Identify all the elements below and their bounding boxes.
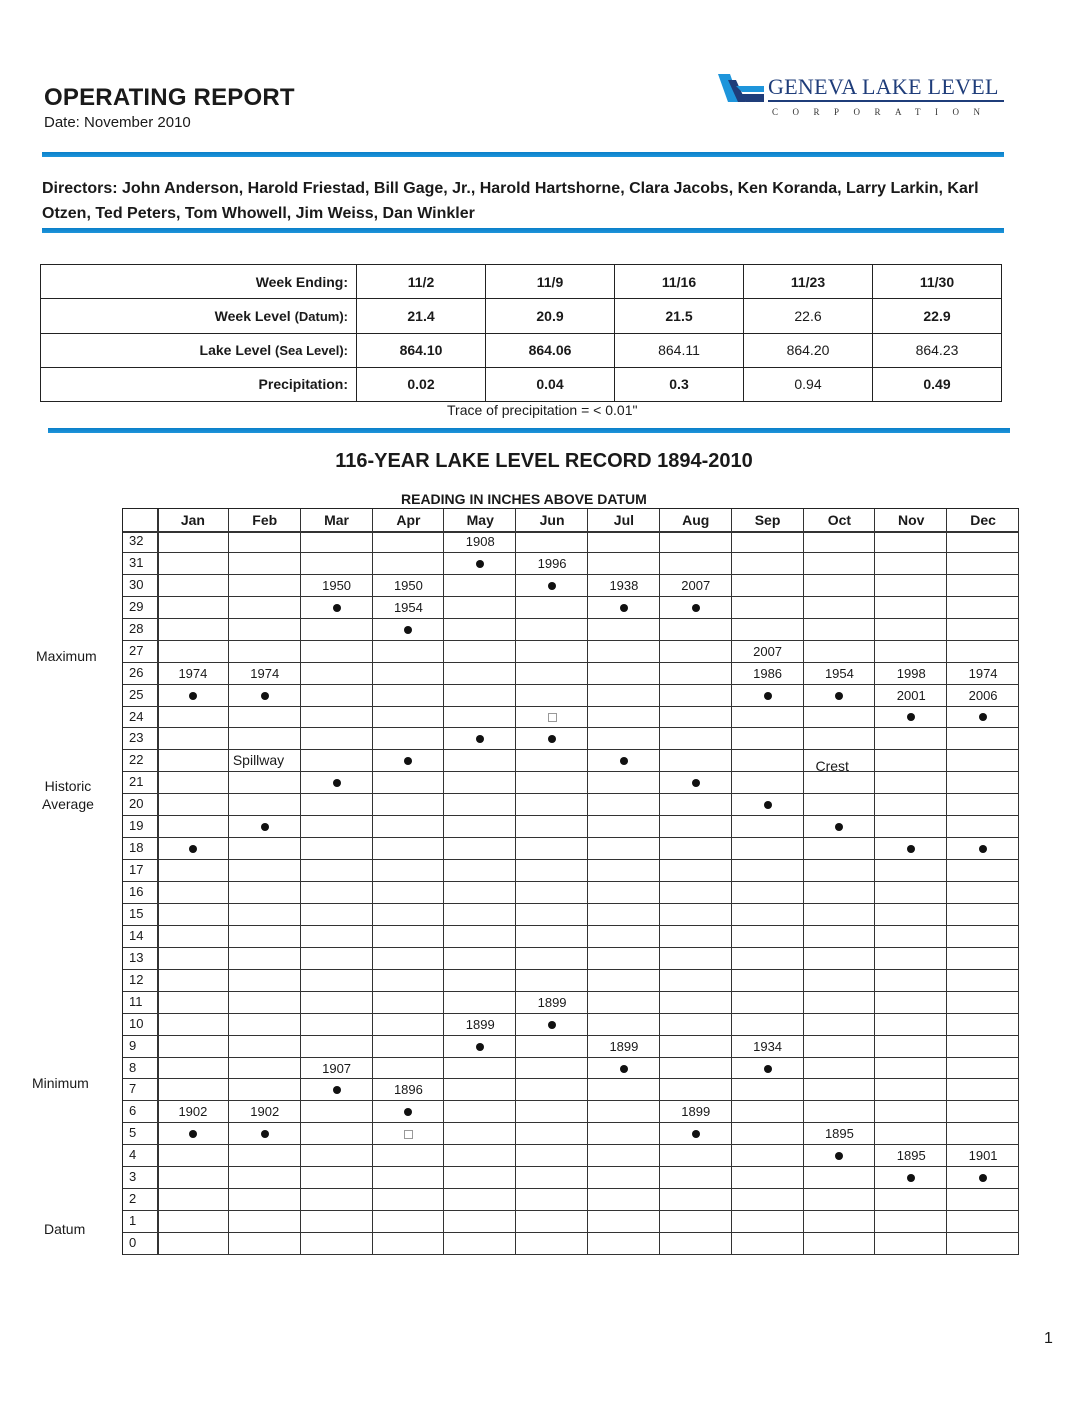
precip-cell: 0.02 [357,367,486,401]
grid-hline [123,1035,1019,1036]
max-year-label: 1908 [465,534,495,549]
hollow-marker [548,713,557,722]
weekly-table [40,264,1002,402]
logo-name: GENEVA LAKE LEVEL [768,74,999,99]
max-year-label: 1996 [537,555,567,571]
grid-hline [123,1166,1019,1167]
month-header: Apr [396,512,421,528]
grid-hline [123,1188,1019,1189]
max-level-dot [548,582,556,590]
min-year-label: 1934 [753,1038,783,1054]
max-year-label: 1950 [322,577,352,593]
month-header: Feb [252,512,278,528]
min-level-dot [476,1043,484,1051]
level-label: 23 [129,730,144,746]
row-label-main: Week Level [214,307,291,324]
max-level-dot [261,692,269,700]
level-label: 7 [129,1081,137,1097]
level-label: 8 [129,1059,137,1075]
min-level-dot [764,1065,772,1073]
level-label: 10 [129,1015,144,1031]
sea-cell: 864.20 [744,333,873,367]
grid-hline [123,596,1019,597]
precip-cell: 0.94 [744,367,873,401]
level-label: 27 [129,642,144,658]
max-year-label: 2006 [968,687,998,703]
min-year-label: 1899 [537,994,567,1010]
level-label: 15 [129,905,144,921]
week-cell: 11/9 [486,265,615,299]
min-level-dot [620,1065,628,1073]
grid-hline [123,793,1019,794]
level-label: 30 [129,576,144,592]
level-label: 22 [129,752,144,768]
average-level-dot [907,845,915,853]
datum-label: Datum [44,1221,86,1237]
historic-average-label [42,777,94,813]
max-year-label: 1954 [824,665,854,681]
precip-cell: 0.3 [615,367,744,401]
datum-cell: 20.9 [486,299,615,333]
level-label: 28 [129,620,144,636]
grid-hline [123,1232,1019,1233]
month-header: Dec [970,512,996,528]
sea-cell: 864.11 [615,333,744,367]
historic-label-line: Historic [44,778,92,794]
average-level-dot [620,757,628,765]
max-year-label: 1950 [393,577,423,593]
max-level-dot [835,692,843,700]
grid-hline [123,706,1019,707]
crest-label: Crest [815,758,849,775]
grid-hline [123,1122,1019,1123]
datum-cell: 22.6 [744,299,873,333]
maximum-label: Maximum [36,648,97,664]
month-header: Nov [898,512,925,528]
week-cell: 11/16 [615,265,744,299]
max-level-dot [620,604,628,612]
week-cell: 11/30 [873,265,1002,299]
level-label: 31 [129,554,144,570]
grid-hline [123,662,1019,663]
divider-record [48,428,1010,433]
grid-hline [123,1254,1019,1255]
grid-hline [123,1057,1019,1058]
sea-cell: 864.06 [486,333,615,367]
level-label: 25 [129,686,144,702]
max-year-label: 1974 [968,665,998,681]
max-year-label: 1974 [250,665,280,681]
month-header: Mar [324,512,350,528]
max-year-label: 1938 [609,577,639,593]
max-year-label: 2007 [681,577,711,593]
month-header: Sep [754,512,781,528]
max-level-dot [692,604,700,612]
row-label-note: (Sea Level): [275,343,348,359]
min-level-dot [548,1021,556,1029]
divider-top [42,152,1004,157]
grid-hline [123,531,1019,533]
level-label: 4 [129,1147,137,1163]
level-label: 19 [129,818,144,834]
level-label: 29 [129,598,144,614]
average-level-dot [333,779,341,787]
level-label: 24 [129,708,144,724]
grid-hline [123,1078,1019,1079]
min-level-dot [692,1130,700,1138]
level-label: 14 [129,927,144,943]
grid-hline [123,618,1019,619]
min-level-dot [189,1130,197,1138]
level-label: 2 [129,1191,137,1207]
level-label: 13 [129,949,144,965]
level-label: 5 [129,1125,137,1141]
report-title: OPERATING REPORT [44,84,295,111]
month-header: Oct [827,512,852,528]
min-year-label: 1902 [250,1104,280,1120]
spillway-label: Spillway [232,752,285,769]
average-level-dot [404,757,412,765]
grid-hline [123,1013,1019,1014]
level-label: 32 [129,533,144,548]
min-level-dot [333,1086,341,1094]
datum-cell: 21.5 [615,299,744,333]
max-year-label: 1986 [753,665,783,681]
week-cell: 11/23 [744,265,873,299]
max-level-dot [979,713,987,721]
grid-hline [123,815,1019,816]
min-year-label: 1899 [609,1038,639,1054]
month-header: Jan [180,512,205,528]
average-level-dot [189,845,197,853]
level-label: 11 [129,993,143,1009]
min-year-label: 1899 [681,1104,711,1120]
divider-directors [42,228,1004,233]
level-label: 16 [129,884,144,900]
directors-list: Directors: John Anderson, Harold Friestad, Bill Gage, Jr., Harold Hartshorne, Clara Jacobs, Ken Koranda, Larry Larkin, Karl Otzen, Ted Peters, Tom Whowell, Jim Weiss, Dan Winkler [42,180,979,222]
min-level-dot [404,1108,412,1116]
max-year-label: 2007 [753,643,783,659]
min-level-dot [835,1152,843,1160]
max-level-dot [476,560,484,568]
row-label: Precipitation: [41,367,357,401]
level-label: 6 [129,1103,137,1119]
level-label: 17 [129,862,144,878]
min-year-label: 1896 [393,1082,423,1098]
average-level-dot [261,823,269,831]
level-label: 21 [129,774,144,790]
grid-hline [123,925,1019,926]
level-label: 3 [129,1169,137,1185]
min-year-label: 1895 [824,1126,854,1142]
current-level-dot [476,735,484,743]
month-header: Aug [682,512,710,528]
hollow-marker [404,1130,413,1139]
record-title: 116-YEAR LAKE LEVEL RECORD 1894-2010 [335,450,753,472]
max-year-label: 1954 [393,599,423,615]
company-logo [716,72,1008,124]
max-year-label: 1974 [178,665,208,681]
max-year-label: 2001 [896,687,926,703]
min-year-label: 1901 [968,1148,998,1164]
average-level-dot [979,845,987,853]
grid-hline [123,1100,1019,1101]
precip-cell: 0.04 [486,367,615,401]
logo-subtitle: CORPORATION [772,107,995,117]
month-header: May [466,512,494,528]
level-label: 1 [129,1213,137,1229]
max-year-label: 1998 [896,665,926,681]
trace-note: Trace of precipitation = < 0.01" [447,402,638,418]
minimum-label: Minimum [32,1075,89,1091]
grid-hline [123,969,1019,970]
report-date: Date: November 2010 [44,114,191,131]
min-year-label: 1899 [465,1016,495,1032]
level-label: 9 [129,1037,137,1053]
grid-hline [123,1210,1019,1211]
grid-hline [123,1144,1019,1145]
month-header: Jul [613,512,635,528]
grid-hline [123,947,1019,948]
grid-hline [123,727,1019,728]
precipitation-row [41,367,1002,401]
min-year-label: 1895 [896,1148,926,1164]
record-grid [122,508,1019,1255]
sea-cell: 864.10 [357,333,486,367]
level-label: 20 [129,796,144,812]
min-year-label: 1907 [322,1060,352,1076]
row-label [41,333,357,367]
average-level-dot [835,823,843,831]
row-label-note: (Datum): [294,308,348,324]
max-level-dot [333,604,341,612]
average-level-dot [692,779,700,787]
logo-rule [768,100,1004,102]
min-level-dot [261,1130,269,1138]
grid-hline [123,881,1019,882]
min-year-label: 1902 [178,1104,208,1120]
level-label: 12 [129,971,144,987]
level-label: 18 [129,840,144,856]
average-label-line: Average [42,796,94,812]
average-level-dot [764,801,772,809]
current-level-dot [548,735,556,743]
week-level-row [41,299,1002,333]
grid-hline [123,640,1019,641]
row-label [41,299,357,333]
wave-logo-icon [716,72,766,106]
datum-cell: 21.4 [357,299,486,333]
sea-cell: 864.23 [873,333,1002,367]
grid-hline [123,991,1019,992]
lake-level-row [41,333,1002,367]
grid-hline [123,684,1019,685]
max-level-dot [907,713,915,721]
grid-hline [123,859,1019,860]
month-header: Jun [539,512,565,528]
grid-hline [123,771,1019,772]
page-number: 1 [1044,1330,1053,1347]
week-ending-row [41,265,1002,299]
grid-hline [123,837,1019,838]
max-level-dot [404,626,412,634]
max-level-dot [189,692,197,700]
grid-hline [123,552,1019,553]
week-cell: 11/2 [357,265,486,299]
datum-cell: 22.9 [873,299,1002,333]
record-subtitle: READING IN INCHES ABOVE DATUM [401,491,647,507]
min-level-dot [907,1174,915,1182]
grid-hline [123,903,1019,904]
min-level-dot [979,1174,987,1182]
row-label-main: Lake Level [199,342,272,359]
max-level-dot [764,692,772,700]
level-label: 0 [129,1235,137,1251]
precip-cell: 0.49 [873,367,1002,401]
row-label: Week Ending: [41,265,357,299]
grid-hline [123,574,1019,575]
grid-hline [123,749,1019,750]
level-label: 26 [129,664,144,680]
